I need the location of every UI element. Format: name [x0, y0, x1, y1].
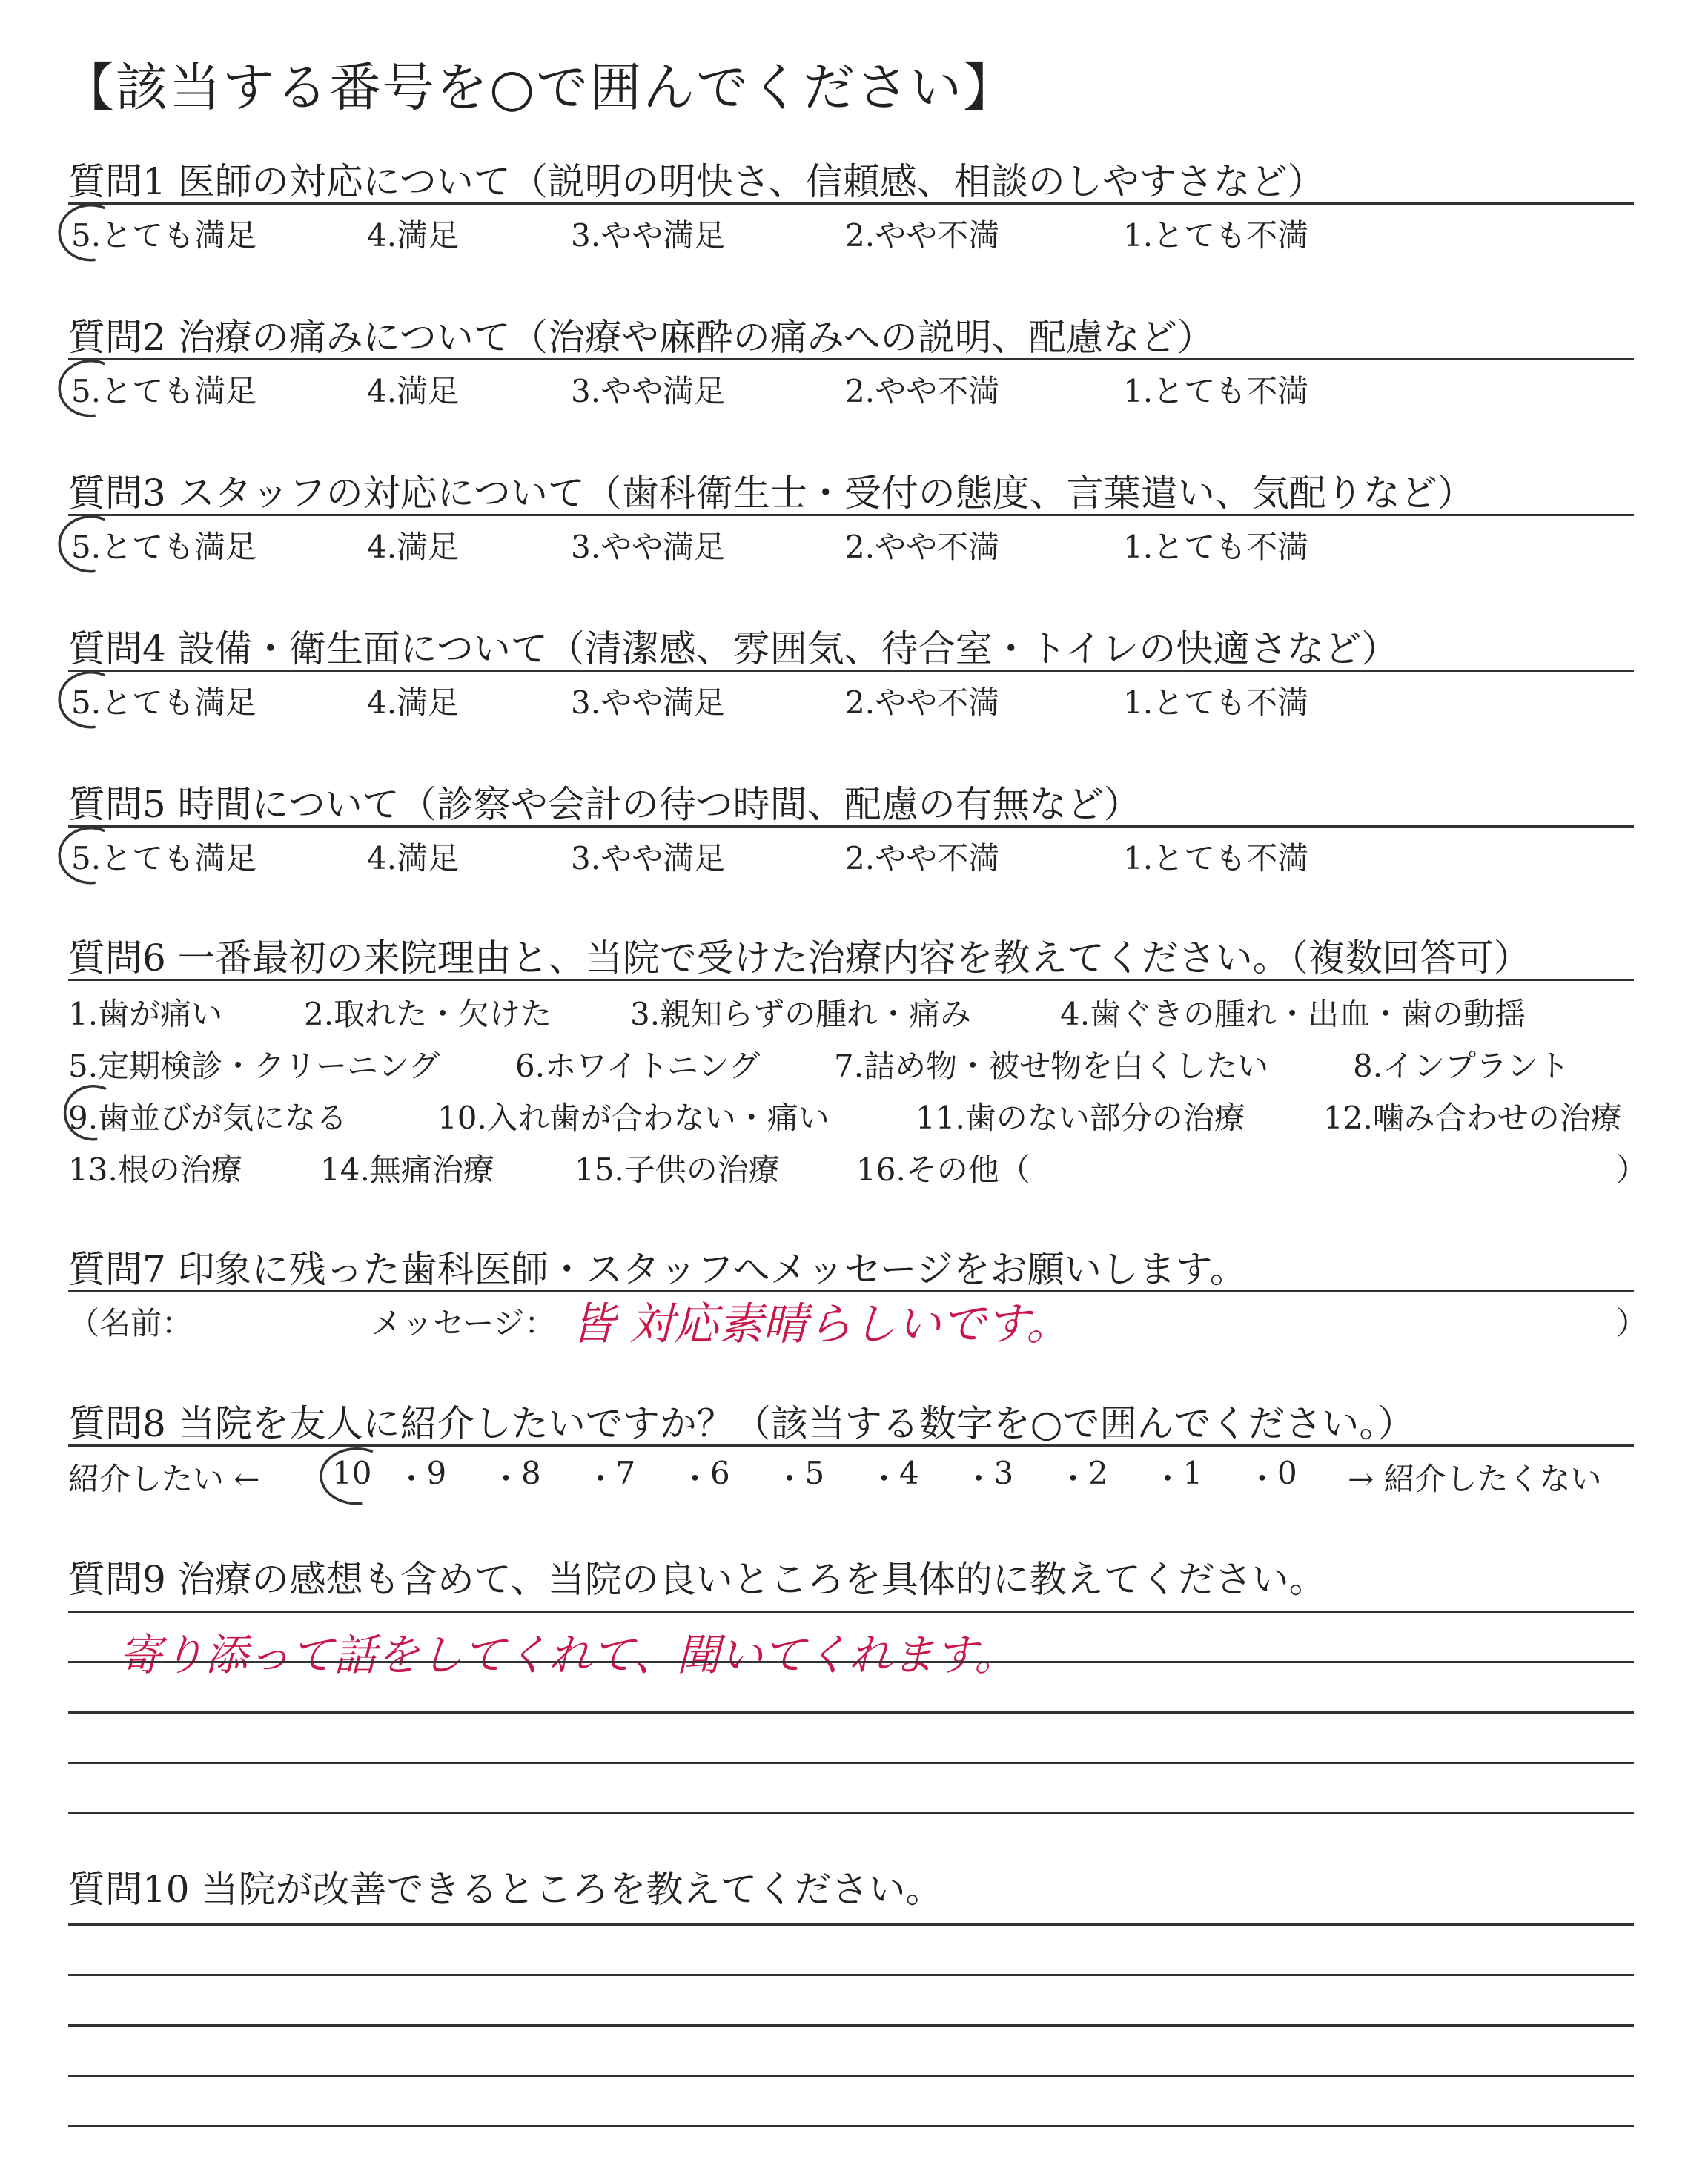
- q8-scale-separator: ・: [868, 1461, 900, 1497]
- q6-option[interactable]: 12.噛み合わせの治療: [1323, 1100, 1622, 1136]
- q2-option[interactable]: 5.とても満足: [71, 373, 257, 409]
- q6-option[interactable]: 15.子供の治療: [575, 1152, 780, 1188]
- q9-line: [68, 1611, 1634, 1613]
- q8-scale-separator: ・: [1246, 1461, 1278, 1497]
- q7-message-answer[interactable]: 皆 対応素晴らしいです。: [571, 1298, 1071, 1350]
- q2-option[interactable]: 1.とても不満: [1123, 373, 1309, 409]
- q8-scale-value[interactable]: 1: [1182, 1455, 1203, 1491]
- q2-question: 質問2 治療の痛みについて（治療や麻酔の痛みへの説明、配慮など）: [68, 316, 1214, 359]
- q8-scale-value[interactable]: 2: [1088, 1455, 1108, 1491]
- q6-option[interactable]: 13.根の治療: [68, 1152, 242, 1188]
- q6-option[interactable]: 2.取れた・欠けた: [304, 996, 552, 1032]
- q6-option[interactable]: 3.親知らずの腫れ・痛み: [630, 996, 972, 1032]
- page-title: 【該当する番号を○で囲んでください】: [62, 57, 1017, 118]
- q8-left-label: 紹介したい ←: [68, 1461, 260, 1497]
- q1-option[interactable]: 3.やや満足: [571, 217, 726, 254]
- q6-rule: [68, 979, 1634, 981]
- q7-message-label: メッセージ：: [371, 1305, 556, 1341]
- q5-question: 質問5 時間について（診察や会計の待つ時間、配慮の有無など）: [68, 783, 1141, 826]
- q6-question: 質問6 一番最初の来院理由と、当院で受けた治療内容を教えてください。（複数回答可）: [68, 937, 1531, 980]
- q8-scale-value[interactable]: 3: [993, 1455, 1014, 1491]
- q10-line[interactable]: [68, 2024, 1634, 2027]
- q8-scale-value[interactable]: 6: [710, 1455, 730, 1491]
- q6-option[interactable]: 8.インプラント: [1353, 1048, 1570, 1084]
- q5-option[interactable]: 2.やや不満: [845, 840, 1000, 876]
- q1-rule: [68, 202, 1634, 205]
- q6-option[interactable]: 16.その他（: [856, 1152, 1030, 1188]
- q5-option[interactable]: 4.満足: [367, 840, 460, 876]
- q6-option[interactable]: 9.歯並びが気になる: [68, 1100, 348, 1136]
- q7-question: 質問7 印象に残った歯科医師・スタッフへメッセージをお願いします。: [68, 1248, 1247, 1291]
- q10-line[interactable]: [68, 2075, 1634, 2077]
- q4-option[interactable]: 1.とても不満: [1123, 684, 1309, 721]
- q5-option[interactable]: 3.やや満足: [571, 840, 726, 876]
- q1-option[interactable]: 4.満足: [367, 217, 460, 254]
- q4-question: 質問4 設備・衛生面について（清潔感、雰囲気、待合室・トイレの快適さなど）: [68, 627, 1399, 670]
- q6-close-paren: ）: [1616, 1152, 1648, 1188]
- q8-rule: [68, 1444, 1634, 1447]
- q8-scale-value[interactable]: 4: [899, 1455, 919, 1491]
- q6-option[interactable]: 7.詰め物・被せ物を白くしたい: [834, 1048, 1269, 1084]
- q3-selected-circle: [52, 514, 120, 575]
- q3-option[interactable]: 5.とても満足: [71, 529, 257, 565]
- q2-option[interactable]: 3.やや満足: [571, 373, 726, 409]
- q8-scale-separator: ・: [1057, 1461, 1089, 1497]
- q4-option[interactable]: 3.やや満足: [571, 684, 726, 721]
- q6-option[interactable]: 5.定期検診・クリーニング: [68, 1048, 440, 1084]
- q8-scale-value[interactable]: 5: [804, 1455, 825, 1491]
- q1-question: 質問1 医師の対応について（説明の明快さ、信頼感、相談のしやすさなど）: [68, 160, 1325, 203]
- q3-option[interactable]: 4.満足: [367, 529, 460, 565]
- q4-option[interactable]: 2.やや不満: [845, 684, 1000, 721]
- q7-name-label: （名前：: [68, 1305, 193, 1341]
- q8-scale-value[interactable]: 0: [1277, 1455, 1297, 1491]
- q8-scale-separator: ・: [774, 1461, 806, 1497]
- q8-scale-value[interactable]: 8: [521, 1455, 541, 1491]
- q9-question: 質問9 治療の感想も含めて、当院の良いところを具体的に教えてください。: [68, 1558, 1326, 1601]
- q1-option[interactable]: 2.やや不満: [845, 217, 1000, 254]
- q1-option[interactable]: 5.とても満足: [71, 217, 257, 254]
- q7-close-paren: ）: [1616, 1305, 1648, 1341]
- q1-option[interactable]: 1.とても不満: [1123, 217, 1309, 254]
- q6-option[interactable]: 4.歯ぐきの腫れ・出血・歯の動揺: [1060, 996, 1526, 1032]
- q8-scale-separator: ・: [679, 1461, 711, 1497]
- q8-scale-value[interactable]: 10: [332, 1455, 372, 1491]
- q3-option[interactable]: 3.やや満足: [571, 529, 726, 565]
- q8-scale-separator: ・: [585, 1461, 617, 1497]
- q3-option[interactable]: 2.やや不満: [845, 529, 1000, 565]
- q9-line: [68, 1762, 1634, 1764]
- q8-scale-separator: ・: [1152, 1461, 1184, 1497]
- q2-selected-circle: [52, 358, 120, 419]
- q5-rule: [68, 825, 1634, 828]
- q6-option[interactable]: 6.ホワイトニング: [515, 1048, 761, 1084]
- q3-option[interactable]: 1.とても不満: [1123, 529, 1309, 565]
- q6-option[interactable]: 10.入れ歯が合わない・痛い: [437, 1100, 830, 1136]
- q9-answer[interactable]: 寄り添って話をしてくれて、聞いてくれます。: [119, 1630, 1018, 1680]
- q4-option[interactable]: 4.満足: [367, 684, 460, 721]
- q5-option[interactable]: 1.とても不満: [1123, 840, 1309, 876]
- q9-line: [68, 1812, 1634, 1814]
- q9-line: [68, 1711, 1634, 1714]
- q4-option[interactable]: 5.とても満足: [71, 684, 257, 721]
- q8-scale-value[interactable]: 9: [426, 1455, 447, 1491]
- q8-scale-value[interactable]: 7: [615, 1455, 636, 1491]
- q8-scale-separator: ・: [963, 1461, 995, 1497]
- q4-selected-circle: [52, 670, 120, 730]
- q6-option[interactable]: 14.無痛治療: [320, 1152, 494, 1188]
- q2-rule: [68, 358, 1634, 360]
- q3-rule: [68, 514, 1634, 516]
- q2-option[interactable]: 4.満足: [367, 373, 460, 409]
- q1-selected-circle: [52, 202, 120, 263]
- q10-question: 質問10 当院が改善できるところを教えてください。: [68, 1868, 943, 1911]
- q5-selected-circle: [52, 825, 120, 886]
- q6-option[interactable]: 11.歯のない部分の治療: [916, 1100, 1245, 1136]
- q9-line: [68, 1661, 1634, 1663]
- q6-selected-circle: [58, 1083, 120, 1143]
- q8-scale-separator: ・: [396, 1461, 428, 1497]
- q8-scale-separator: ・: [490, 1461, 522, 1497]
- q4-rule: [68, 670, 1634, 672]
- q10-line[interactable]: [68, 1923, 1634, 1926]
- q3-question: 質問3 スタッフの対応について（歯科衛生士・受付の態度、言葉遣い、気配りなど）: [68, 472, 1474, 515]
- q8-selected-circle: [313, 1446, 390, 1507]
- q10-line[interactable]: [68, 2125, 1634, 2127]
- q2-option[interactable]: 2.やや不満: [845, 373, 1000, 409]
- q8-right-label: → 紹介したくない: [1348, 1461, 1602, 1497]
- q10-line[interactable]: [68, 1974, 1634, 1976]
- q8-question: 質問8 当院を友人に紹介したいですか？（該当する数字を○で囲んでください。）: [68, 1402, 1415, 1445]
- q6-option[interactable]: 1.歯が痛い: [68, 996, 223, 1032]
- q5-option[interactable]: 5.とても満足: [71, 840, 257, 876]
